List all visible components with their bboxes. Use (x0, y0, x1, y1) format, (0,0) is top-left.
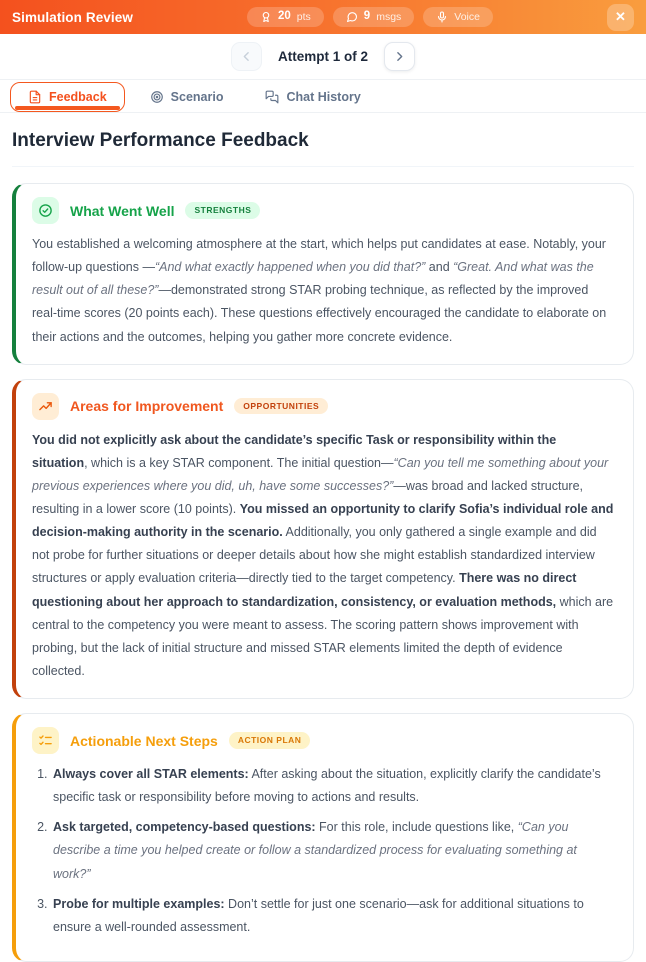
attempt-navigation (0, 34, 646, 80)
next-step-item: 3. Probe for multiple examples: Don’t settle for just one scenario—ask for additional situations to ensure a well-rounded assessment. (51, 893, 615, 939)
points-unit: pts (296, 10, 311, 23)
strengths-badge: STRENGTHS (185, 202, 260, 219)
feedback-panel (0, 113, 646, 962)
strengths-card-body: You established a welcoming atmosphere at the start, which helps put candidates at ease. Notably, your follow-up questions —“And what exactly happened when you did that?” and “Great. And what was the result out of all these?”—demonstrated strong STAR probing technique, as reflected by the improved real-time scores (20 points each). These questions effectively encouraged the candidate to elaborate on their actions and the outcomes, helping you gather more concrete evidence. (32, 237, 607, 344)
next-step-item: 1. Always cover all STAR elements: After asking about the situation, explicitly clarify the candidate’s specific task or responsibility before moving to actions and results. (51, 763, 615, 809)
tab-chat-history[interactable] (248, 82, 377, 112)
points-badge (247, 7, 324, 27)
messages-value: 9 (363, 10, 371, 23)
next-step-item: 2. Ask targeted, competency-based questions: For this role, include questions like, “Can you describe a time you helped create or follow a standardized process for evaluating something at work?” (51, 816, 615, 885)
chat-history-icon (265, 90, 279, 104)
trend-up-icon (32, 393, 59, 420)
modal-title: Simulation Review (12, 9, 133, 25)
next-steps-card (12, 713, 634, 962)
close-button[interactable] (607, 4, 634, 31)
mic-icon (436, 11, 448, 23)
close-icon: ✕ (615, 9, 626, 24)
chat-icon (346, 11, 358, 23)
voice-label: Voice (454, 10, 480, 23)
next-steps-card-body (32, 763, 615, 939)
tab-feedback-label: Feedback (49, 90, 107, 104)
opportunities-badge: OPPORTUNITIES (234, 398, 328, 415)
document-icon (28, 90, 42, 104)
target-icon (150, 90, 164, 104)
attempt-label: Attempt 1 of 2 (277, 49, 368, 64)
strengths-card (12, 183, 634, 365)
voice-badge (423, 7, 493, 27)
messages-unit: msgs (376, 10, 402, 23)
next-steps-card-header (32, 727, 615, 754)
chevron-right-icon (393, 50, 406, 63)
strengths-card-header (32, 197, 615, 224)
checklist-icon (32, 727, 59, 754)
tab-bar (0, 80, 646, 113)
tab-scenario-label: Scenario (170, 90, 224, 104)
improvement-card-header (32, 393, 615, 420)
previous-attempt-button[interactable] (231, 42, 262, 71)
tab-scenario[interactable] (133, 82, 241, 112)
page-title: Interview Performance Feedback (12, 113, 634, 167)
tab-chat-history-label: Chat History (286, 90, 361, 104)
header-badges (133, 7, 607, 27)
next-steps-card-title: Actionable Next Steps (70, 732, 218, 749)
messages-badge (333, 7, 415, 27)
strengths-card-title: What Went Well (70, 202, 175, 219)
trophy-icon (260, 11, 272, 23)
improvement-card (12, 379, 634, 699)
next-steps-list (32, 763, 615, 939)
improvement-card-body: You did not explicitly ask about the candidate’s specific Task or responsibility within the situation, which is a key STAR component. The initial question—“Can you tell me something about your previous experiences where you did, uh, have some successes?”—was broad and lacked structure, resulting in a lower score (10 points). You missed an opportunity to clarify Sofia’s individual role and decision-making authority in the scenario. Additionally, you only gathered a single example and did not probe for further situations or deeper details about how she might establish standardized interview structures or apply evaluation criteria—directly tied to the target competency. There was no direct questioning about her approach to standardization, consistency, or evaluation methods, which are central to the competency you were meant to assess. The scoring pattern shows improvement with probing, but the lack of initial structure and missed STAR elements limited the depth of evidence collected. (32, 432, 614, 678)
check-circle-icon (32, 197, 59, 224)
modal-header (0, 0, 646, 34)
tab-feedback[interactable] (10, 82, 125, 112)
next-attempt-button[interactable] (384, 42, 415, 71)
improvement-card-title: Areas for Improvement (70, 398, 224, 415)
points-value: 20 (277, 10, 291, 23)
action-plan-badge: ACTION PLAN (229, 732, 311, 749)
chevron-left-icon (240, 50, 253, 63)
